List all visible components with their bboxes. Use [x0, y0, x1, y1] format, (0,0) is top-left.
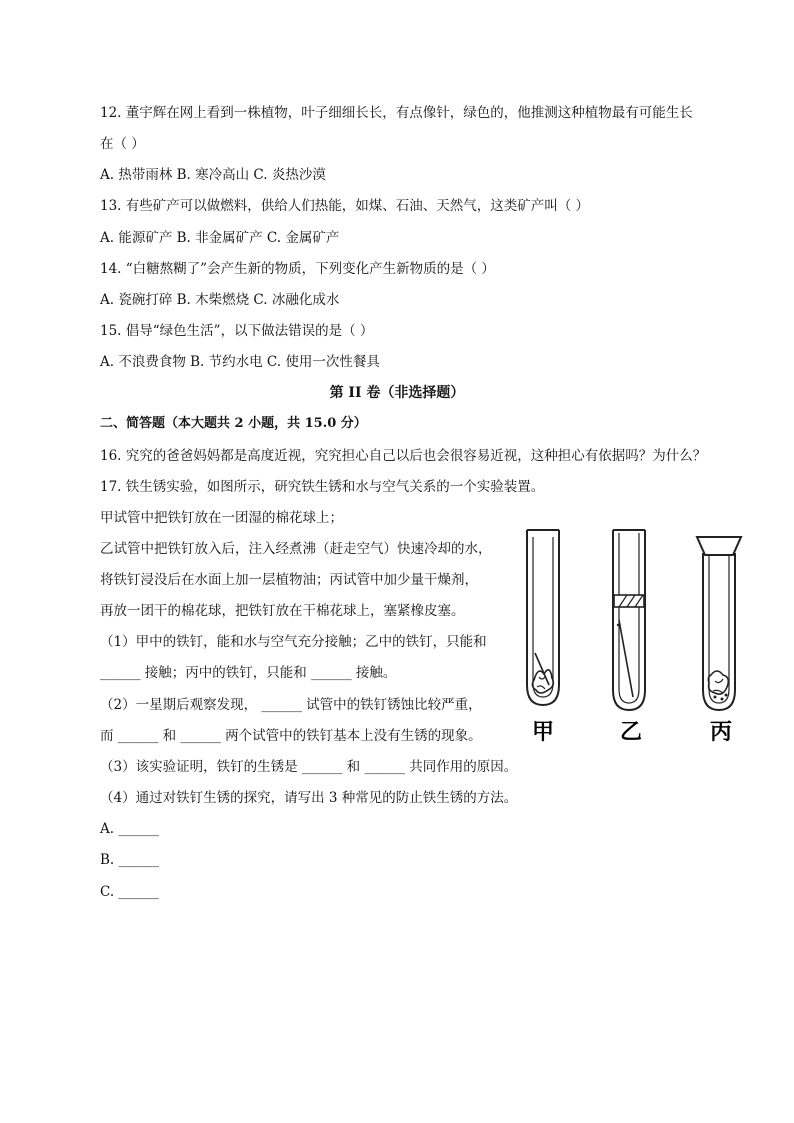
q12-line1: 12. 董宇辉在网上看到一株植物，叶子细细长长，有点像针，绿色的，他推测这种植物最有可能生长 — [100, 105, 693, 121]
q17-part3: （3）该实验证明，铁钉的生锈是 ______ 和 ______ 共同作用的原因。 — [100, 759, 518, 775]
q15-options: A. 不浪费食物 B. 节约水电 C. 使用一次性餐具 — [100, 354, 380, 370]
q15-text: 15. 倡导“绿色生活”，以下做法错误的是（ ） — [100, 323, 374, 339]
q12-options: A. 热带雨林 B. 寒冷高山 C. 炎热沙漠 — [100, 167, 326, 183]
answer-c: C. ______ — [100, 884, 159, 900]
test-tube-yi — [613, 530, 645, 710]
q17-line4: 再放一团干的棉花球，把铁钉放在干棉花球上，塞紧橡皮塞。 — [100, 603, 465, 619]
q17-line1: 甲试管中把铁钉放在一团湿的棉花球上； — [100, 510, 343, 526]
label-bing: 丙 — [709, 720, 733, 745]
q14-options: A. 瓷碗打碎 B. 木柴燃烧 C. 冰融化成水 — [100, 292, 340, 308]
label-yi: 乙 — [619, 720, 643, 745]
dry-cotton-ball — [708, 671, 728, 694]
test-tubes-figure — [515, 525, 755, 750]
q17-line3: 将铁钉浸没后在水面上加一层植物油；丙试管中加少量干燥剂， — [100, 572, 478, 588]
section-heading: 二、简答题（本大题共 2 小题，共 15.0 分） — [100, 416, 367, 431]
test-tube-jia — [527, 530, 559, 705]
rubber-stopper — [697, 537, 741, 555]
q17-line2: 乙试管中把铁钉放入后，注入经煮沸（赶走空气）快速冷却的水， — [100, 541, 492, 557]
section-title: 第 II 卷（非选择题） — [329, 385, 465, 401]
q14-text: 14. “白糖熬糊了”会产生新的物质，下列变化产生新物质的是（ ） — [100, 261, 495, 277]
q16-text: 16. 究究的爸爸妈妈都是高度近视，究究担心自己以后也会很容易近视，这种担心有依据吗？为什么？ — [100, 448, 707, 464]
q17-part2-b: 而 ______ 和 ______ 两个试管中的铁钉基本上没有生锈的现象。 — [100, 728, 482, 744]
test-tube-bing — [697, 537, 741, 710]
oil-layer — [614, 595, 644, 607]
answer-b: B. ______ — [100, 852, 160, 868]
iron-nail-yi — [619, 620, 633, 697]
q17-part1-a: （1）甲中的铁钉，能和水与空气充分接触；乙中的铁钉，只能和 — [100, 634, 487, 650]
answer-a: A. ______ — [100, 821, 159, 837]
iron-nail-jia — [535, 653, 549, 685]
q13-options: A. 能源矿产 B. 非金属矿产 C. 金属矿产 — [100, 230, 340, 246]
q17-intro: 17. 铁生锈实验，如图所示，研究铁生锈和水与空气关系的一个实验装置。 — [100, 479, 545, 495]
label-jia: 甲 — [531, 720, 555, 745]
q13-text: 13. 有些矿产可以做燃料，供给人们热能，如煤、石油、天然气，这类矿产叫（ ） — [100, 198, 590, 214]
q17-part4: （4）通过对铁钉生锈的探究，请写出 3 种常见的防止铁生锈的方法。 — [100, 790, 518, 806]
q17-part2-a: （2）一星期后观察发现， ______ 试管中的铁钉锈蚀比较严重， — [100, 697, 482, 713]
q17-part1-b: ______ 接触；丙中的铁钉，只能和 ______ 接触。 — [100, 665, 397, 681]
wet-cotton-ball — [532, 670, 553, 693]
q12-line2: 在（ ） — [100, 136, 145, 152]
